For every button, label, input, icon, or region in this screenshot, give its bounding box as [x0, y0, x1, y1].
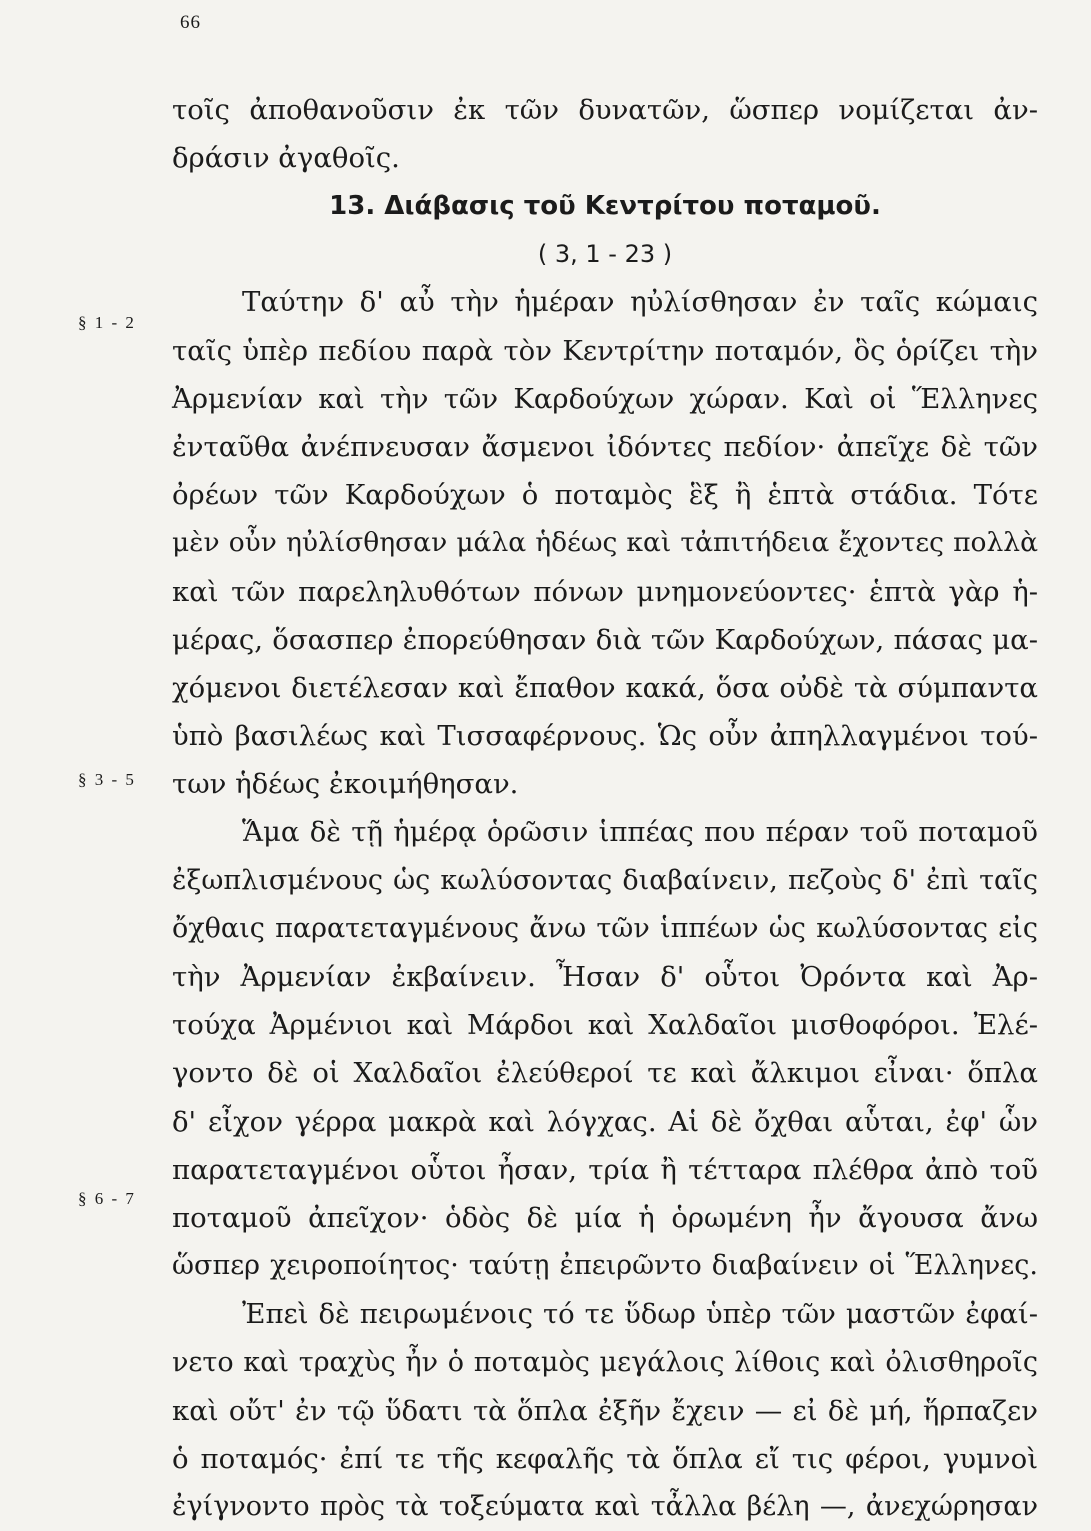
text-line: ὀρέων τῶν Καρδούχων ὁ ποταμὸς ἓξ ἢ ἑπτὰ στάδια. Τότε	[172, 479, 1038, 512]
text-line: ποταμοῦ ἀπεῖχον· ὁδὸς δὲ μία ἡ ὁρωμένη ἦν ἄγουσα ἄνω	[172, 1201, 1038, 1234]
text-line: ἐξωπλισμένους ὡς κωλύσοντας διαβαίνειν, πεζοὺς δ' ἐπὶ ταῖς	[172, 864, 1038, 896]
text-line: ταῖς ὑπὲρ πεδίου παρὰ τὸν Κεντρίτην ποταμόν, ὃς ὁρίζει τὴν	[172, 334, 1038, 367]
text-line: των ἡδέως ἐκοιμήθησαν.	[172, 768, 519, 801]
text-line: μὲν οὖν ηὐλίσθησαν μάλα ἡδέως καὶ τἀπιτήδεια ἔχοντες πολλὰ	[172, 527, 1038, 559]
text-line: Ἀρμενίαν καὶ τὴν τῶν Καρδούχων χώραν. Καὶ οἱ Ἕλληνες	[172, 382, 1038, 415]
text-line: γοντο δὲ οἱ Χαλδαῖοι ἐλεύθεροί τε καὶ ἄλκιμοι εἶναι· ὅπλα	[172, 1057, 1038, 1090]
text-line: χόμενοι διετέλεσαν καὶ ἔπαθον κακά, ὅσα οὐδὲ τὰ σύμπαντα	[172, 671, 1038, 704]
text-line: ὁ ποταμός· ἐπί τε τῆς κεφαλῆς τὰ ὅπλα εἴ τις φέροι, γυμνοὶ	[172, 1442, 1038, 1475]
main-text	[172, 86, 1038, 1531]
text-line: ὥσπερ χειροποίητος· ταύτῃ ἐπειρῶντο διαβαίνειν οἱ Ἕλληνες.	[172, 1250, 1038, 1282]
section-marker-3-5: § 3 - 5	[78, 770, 136, 789]
text-line: τὴν Ἀρμενίαν ἐκβαίνειν. Ἦσαν δ' οὗτοι Ὀρόντα καὶ Ἀρ-	[172, 961, 1038, 993]
text-line: νετο καὶ τραχὺς ἦν ὁ ποταμὸς μεγάλοις λίθοις καὶ ὀλισθηροῖς	[172, 1346, 1038, 1378]
text-line: ἐγίγνοντο πρὸς τὰ τοξεύματα καὶ τἆλλα βέλη —, ἀνεχώρησαν	[172, 1491, 1038, 1523]
text-line: ὑπὸ βασιλέως καὶ Τισσαφέρνους. Ὡς οὖν ἀπηλλαγμένοι τού-	[172, 720, 1038, 753]
text-line: Ἐπεὶ δὲ πειρωμένοις τό τε ὕδωρ ὑπὲρ τῶν μαστῶν ἐφαί-	[242, 1298, 1038, 1331]
text-line: Ταύτην δ' αὖ τὴν ἡμέραν ηὐλίσθησαν ἐν ταῖς κώμαις	[242, 286, 1038, 319]
page-number: 66	[180, 12, 201, 33]
text-line: καὶ τῶν παρεληλυθότων πόνων μνημονεύοντες· ἑπτὰ γὰρ ἡ-	[172, 575, 1038, 608]
chapter-heading: 13. Διάβασις τοῦ Κεντρίτου ποταμοῦ.	[329, 191, 881, 222]
text-line: τούχα Ἀρμένιοι καὶ Μάρδοι καὶ Χαλδαῖοι μισθοφόροι. Ἐλέ-	[172, 1009, 1038, 1042]
text-line: καὶ οὔτ' ἐν τῷ ὕδατι τὰ ὅπλα ἐξῆν ἔχειν — εἰ δὲ μή, ἥρπαζεν	[172, 1394, 1038, 1427]
text-line: τοῖς ἀποθανοῦσιν ἐκ τῶν δυνατῶν, ὥσπερ νομίζεται ἀν-	[172, 94, 1038, 126]
section-marker-6-7: § 6 - 7	[78, 1189, 136, 1208]
text-line: ἐνταῦθα ἀνέπνευσαν ἄσμενοι ἰδόντες πεδίον· ἀπεῖχε δὲ τῶν	[172, 430, 1038, 463]
text-line: δ' εἶχον γέρρα μακρὰ καὶ λόγχας. Αἱ δὲ ὄχθαι αὗται, ἐφ' ὧν	[172, 1105, 1038, 1138]
text-line: δράσιν ἀγαθοῖς.	[172, 142, 400, 175]
text-line: Ἅμα δὲ τῇ ἡμέρᾳ ὁρῶσιν ἱππέας που πέραν τοῦ ποταμοῦ	[242, 816, 1038, 849]
text-line: μέρας, ὅσασπερ ἐπορεύθησαν διὰ τῶν Καρδούχων, πάσας μα-	[172, 623, 1038, 656]
text-line: παρατεταγμένοι οὗτοι ἦσαν, τρία ἢ τέτταρα πλέθρα ἀπὸ τοῦ	[172, 1153, 1038, 1186]
text-line: ὄχθαις παρατεταγμένους ἄνω τῶν ἱππέων ὡς κωλύσοντας εἰς	[172, 912, 1038, 944]
chapter-citation: ( 3, 1 - 23 )	[537, 240, 673, 269]
section-marker-1-2: § 1 - 2	[78, 313, 136, 332]
